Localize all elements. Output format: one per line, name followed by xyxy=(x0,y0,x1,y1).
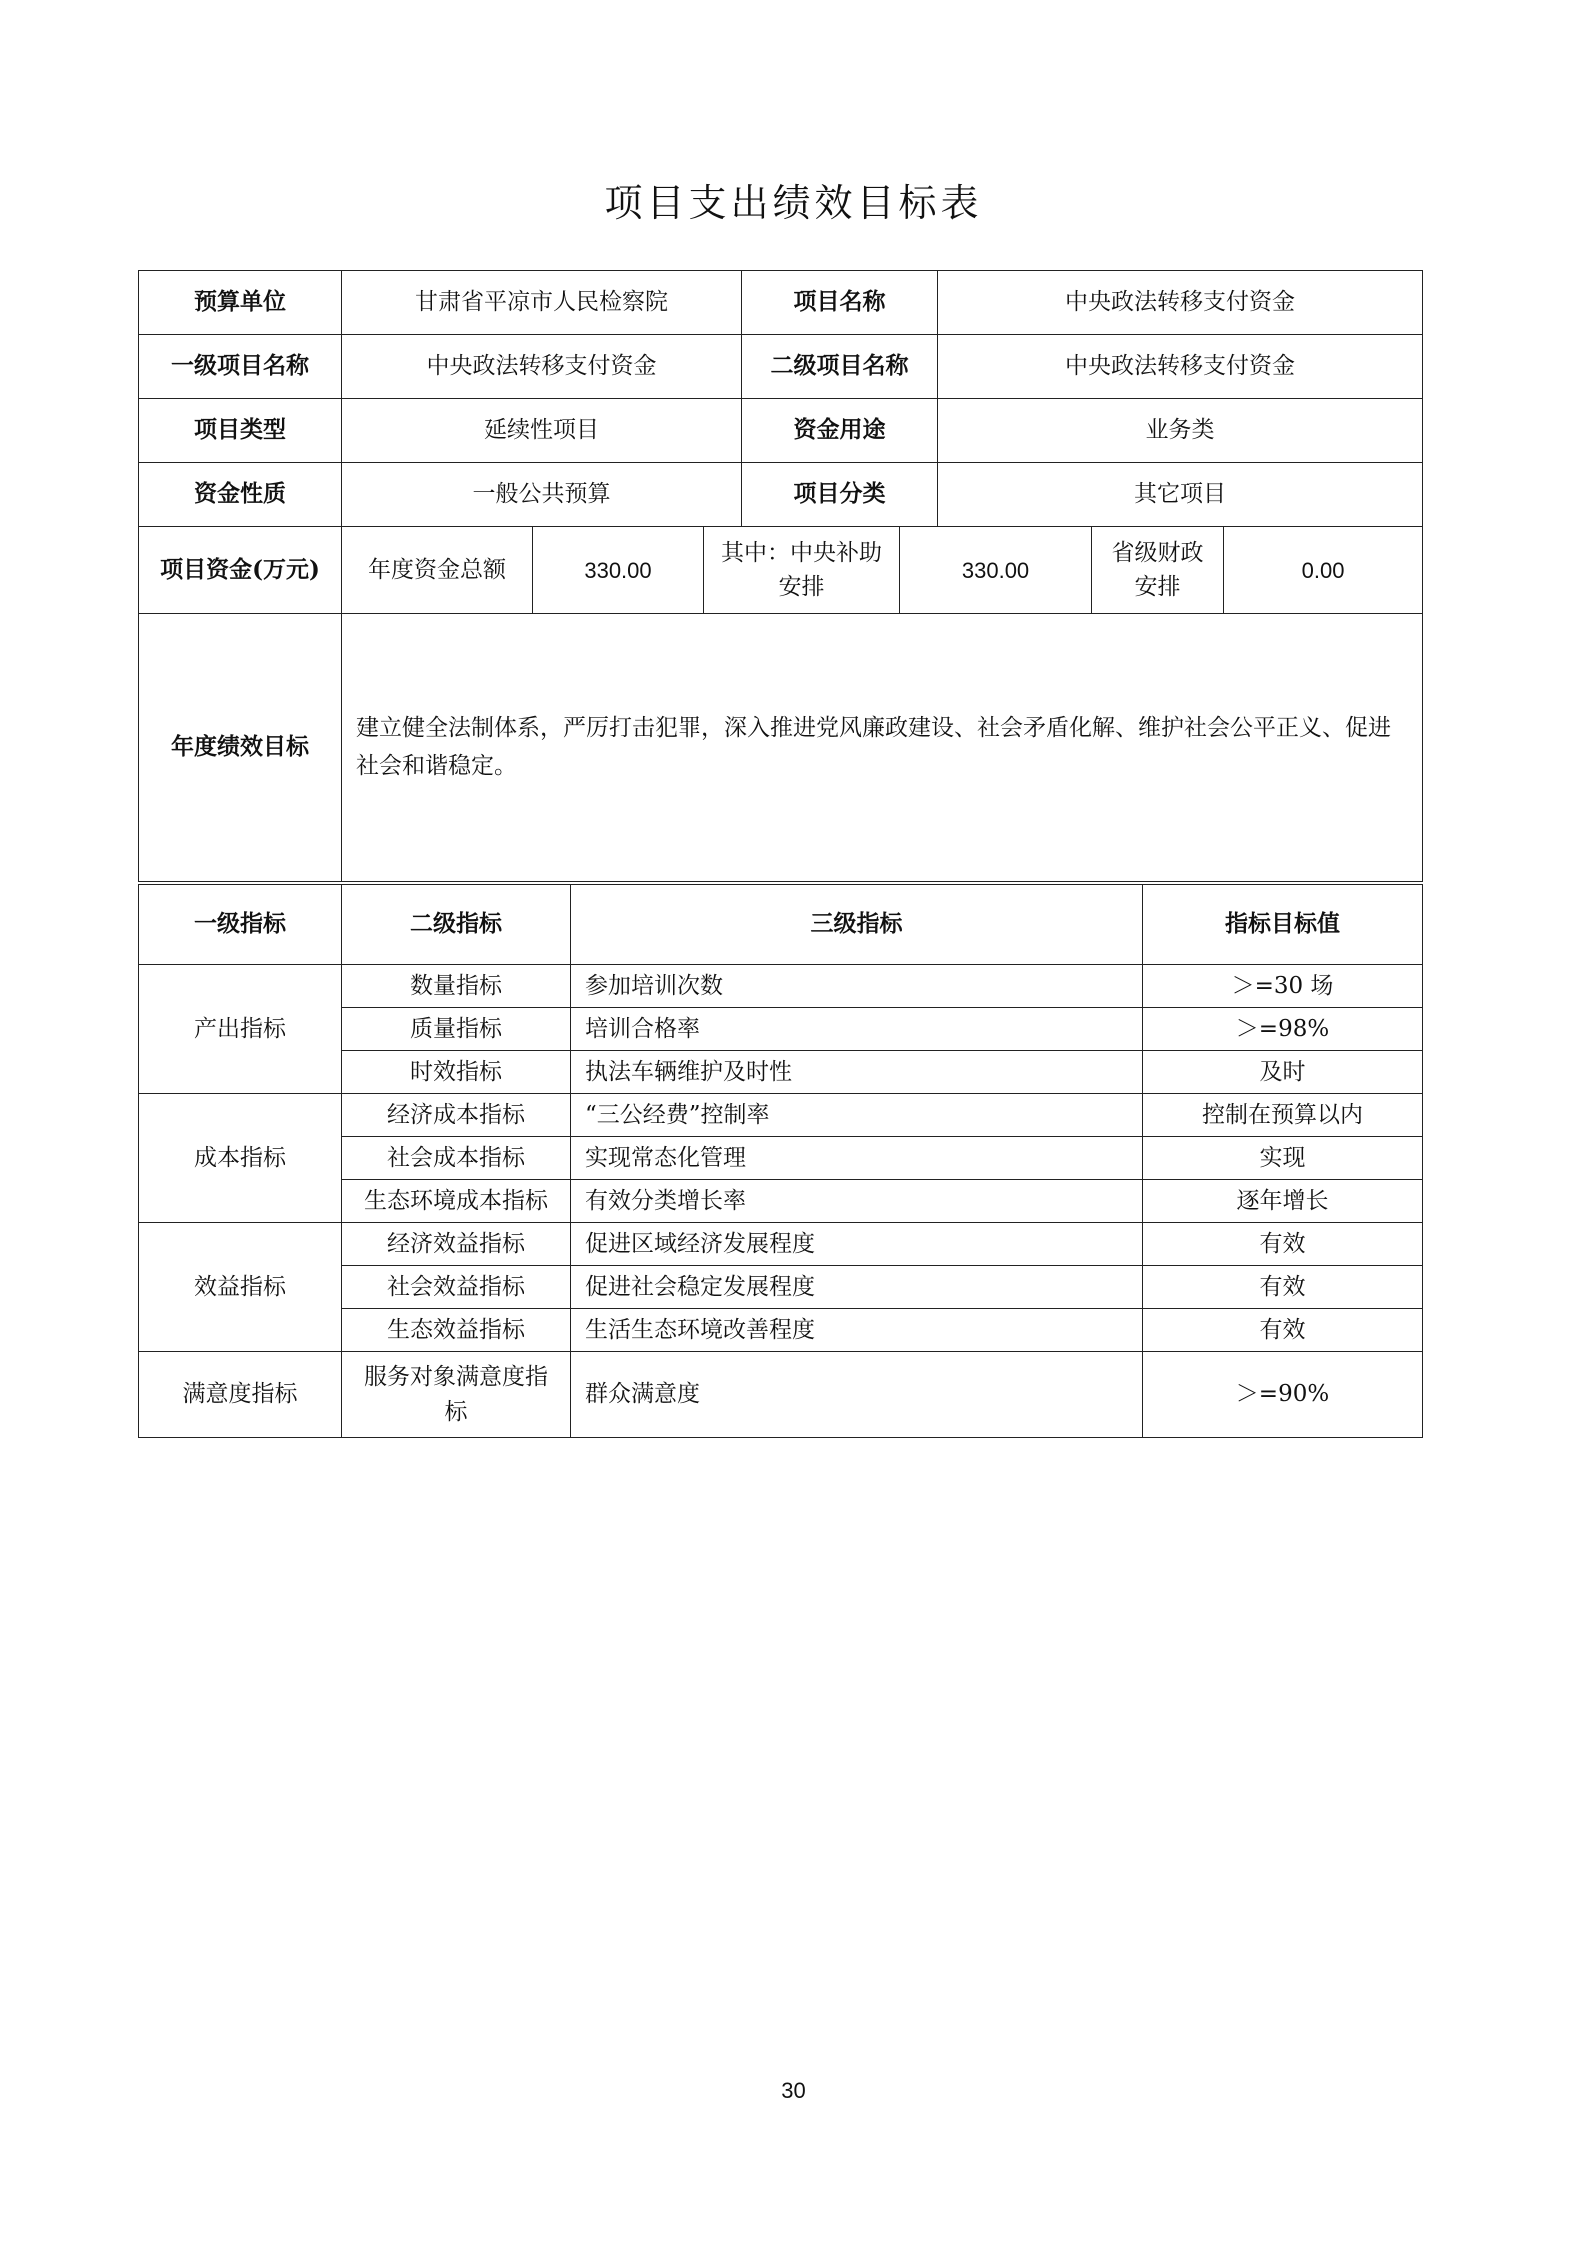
fund-nature-value: 一般公共预算 xyxy=(342,463,742,527)
annual-total-label: 年度资金总额 xyxy=(342,527,533,614)
fund-use-value: 业务类 xyxy=(938,399,1423,463)
target-cell: ＞=98% xyxy=(1143,1008,1423,1051)
annual-total-value: 330.00 xyxy=(533,527,704,614)
table-row xyxy=(139,1352,1423,1438)
level2-cell: 社会效益指标 xyxy=(342,1266,571,1309)
level1-name-value: 中央政法转移支付资金 xyxy=(342,335,742,399)
indicator-table xyxy=(138,884,1423,1438)
level2-name-value: 中央政法转移支付资金 xyxy=(938,335,1423,399)
level3-cell: 实现常态化管理 xyxy=(571,1137,1143,1180)
level2-cell: 数量指标 xyxy=(342,965,571,1008)
central-subsidy-label xyxy=(704,527,900,614)
project-category-label: 项目分类 xyxy=(742,463,938,527)
central-subsidy-label-line2: 安排 xyxy=(778,574,825,600)
target-cell: 控制在预算以内 xyxy=(1143,1094,1423,1137)
level3-cell: 群众满意度 xyxy=(571,1352,1143,1438)
level2-cell: 社会成本指标 xyxy=(342,1137,571,1180)
level2-cell: 质量指标 xyxy=(342,1008,571,1051)
project-name-value: 中央政法转移支付资金 xyxy=(938,271,1423,335)
level2-cell: 时效指标 xyxy=(342,1051,571,1094)
project-name-label: 项目名称 xyxy=(742,271,938,335)
annual-goal-label: 年度绩效目标 xyxy=(139,614,342,882)
level3-cell: “三公经费”控制率 xyxy=(571,1094,1143,1137)
output-indicator-label: 产出指标 xyxy=(139,965,342,1094)
level3-cell: 执法车辆维护及时性 xyxy=(571,1051,1143,1094)
project-funds-label: 项目资金(万元) xyxy=(139,527,342,614)
project-type-value: 延续性项目 xyxy=(342,399,742,463)
page-number: 30 xyxy=(781,2078,806,2103)
level3-cell: 生活生态环境改善程度 xyxy=(571,1309,1143,1352)
central-subsidy-label-line1: 其中：中央补助 xyxy=(721,539,883,566)
provincial-label xyxy=(1092,527,1224,614)
project-info-table xyxy=(138,270,1423,882)
annual-goal-text: 建立健全法制体系，严厉打击犯罪，深入推进党风廉政建设、社会矛盾化解、维护社会公平正义、促进社会和谐稳定。 xyxy=(342,614,1423,882)
level2-cell: 经济成本指标 xyxy=(342,1094,571,1137)
level3-cell: 有效分类增长率 xyxy=(571,1180,1143,1223)
header-level1: 一级指标 xyxy=(139,885,342,965)
satisfaction-indicator-label: 满意度指标 xyxy=(139,1352,342,1438)
level3-cell: 培训合格率 xyxy=(571,1008,1143,1051)
level3-cell: 促进区域经济发展程度 xyxy=(571,1223,1143,1266)
target-cell: 有效 xyxy=(1143,1223,1423,1266)
level2-cell: 经济效益指标 xyxy=(342,1223,571,1266)
header-level2: 二级指标 xyxy=(342,885,571,965)
project-type-label: 项目类型 xyxy=(139,399,342,463)
target-cell: ＞=90% xyxy=(1143,1352,1423,1438)
header-level3: 三级指标 xyxy=(571,885,1143,965)
target-cell: 逐年增长 xyxy=(1143,1180,1423,1223)
level2-cell-line2: 标 xyxy=(444,1398,468,1425)
project-category-value: 其它项目 xyxy=(938,463,1423,527)
target-cell: 实现 xyxy=(1143,1137,1423,1180)
provincial-label-line2: 安排 xyxy=(1134,574,1181,600)
provincial-value: 0.00 xyxy=(1224,527,1423,614)
benefit-indicator-label: 效益指标 xyxy=(139,1223,342,1352)
budget-unit-label: 预算单位 xyxy=(139,271,342,335)
level3-cell: 促进社会稳定发展程度 xyxy=(571,1266,1143,1309)
table-row xyxy=(139,1223,1423,1266)
level2-cell: 生态效益指标 xyxy=(342,1309,571,1352)
level2-cell: 生态环境成本指标 xyxy=(342,1180,571,1223)
target-cell: ＞=30 场 xyxy=(1143,965,1423,1008)
level2-name-label: 二级项目名称 xyxy=(742,335,938,399)
level1-name-label: 一级项目名称 xyxy=(139,335,342,399)
table-row xyxy=(139,1094,1423,1137)
fund-nature-label: 资金性质 xyxy=(139,463,342,527)
central-subsidy-value: 330.00 xyxy=(900,527,1092,614)
fund-use-label: 资金用途 xyxy=(742,399,938,463)
target-cell: 有效 xyxy=(1143,1309,1423,1352)
level3-cell: 参加培训次数 xyxy=(571,965,1143,1008)
level2-cell xyxy=(342,1352,571,1438)
cost-indicator-label: 成本指标 xyxy=(139,1094,342,1223)
page-title: 项目支出绩效目标表 xyxy=(604,181,983,225)
budget-unit-value: 甘肃省平凉市人民检察院 xyxy=(342,271,742,335)
target-cell: 有效 xyxy=(1143,1266,1423,1309)
header-target: 指标目标值 xyxy=(1143,885,1423,965)
level2-cell-line1: 服务对象满意度指 xyxy=(364,1364,548,1390)
table-row xyxy=(139,965,1423,1008)
target-cell: 及时 xyxy=(1143,1051,1423,1094)
provincial-label-line1: 省级财政 xyxy=(1111,539,1204,566)
